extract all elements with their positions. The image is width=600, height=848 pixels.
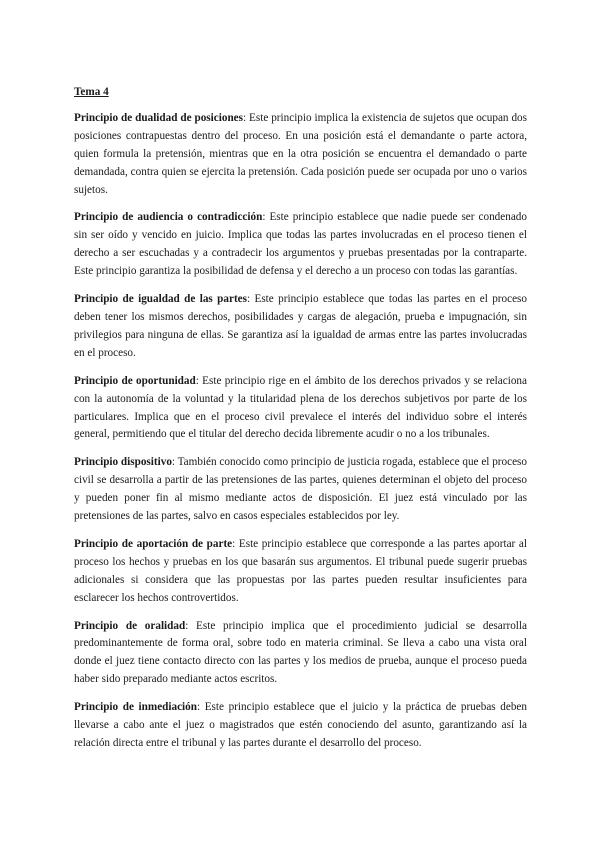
principle-term: Principio de inmediación: [74, 701, 197, 714]
principle-term: Principio de oralidad: [74, 619, 186, 632]
paragraph-dispositivo: [74, 454, 527, 526]
paragraph-oportunidad: [74, 373, 527, 445]
principle-term: Principio de audiencia o contradicción: [74, 211, 263, 224]
principle-text: : También conocido como principio de justicia rogada, establece que el proceso civil se desarrolla a partir de las pretensiones de las partes, quienes determinan el objeto del proceso y pueden poner fin al mismo mediante actos de disposición. El juez está vinculado por las pretensiones de las partes, salvo en casos especiales establecidos por ley.: [74, 456, 527, 523]
paragraph-dualidad: [74, 110, 527, 200]
principle-term: Principio de aportación de parte: [74, 537, 233, 550]
principle-term: Principio dispositivo: [74, 456, 172, 469]
principle-text: : Este principio establece que nadie puede ser condenado sin ser oído y vencido en juicio. Implica que todas las partes involucradas en el proceso tienen el derecho a ser escuchadas y a contradecir los argumentos y pruebas presentadas por la contraparte. Este principio garantiza la posibilidad de defensa y el derecho a un proceso con todas las garantías.: [74, 211, 527, 278]
paragraph-audiencia: [74, 209, 527, 281]
document-page: [74, 84, 527, 763]
principle-term: Principio de oportunidad: [74, 374, 196, 387]
paragraph-inmediacion: [74, 699, 527, 753]
paragraph-aportacion: [74, 536, 527, 608]
principle-term: Principio de dualidad de posiciones: [74, 111, 243, 124]
principle-term: Principio de igualdad de las partes: [74, 293, 247, 306]
paragraph-igualdad: [74, 291, 527, 363]
paragraph-oralidad: [74, 618, 527, 690]
principle-text: : Este principio implica la existencia de sujetos que ocupan dos posiciones contrapuestas dentro del proceso. En una posición está el demandante o parte actora, quien formula la pretensión, mientras que en la otra posición se encuentra el demandado o parte demandada, contra quien se ejercita la pretensión. Cada posición puede ser ocupada por uno o varios sujetos.: [74, 111, 527, 196]
principle-text: : Este principio establece que el juicio y la práctica de pruebas deben llevarse a cabo ante el juez o magistrados que estén conociendo del asunto, garantizando así la relación directa entre el tribunal y las partes durante el desarrollo del proceso.: [74, 701, 527, 749]
principle-text: : Este principio implica que el procedimiento judicial se desarrolla predominantemente de forma oral, sobre todo en materia criminal. Se lleva a cabo una vista oral donde el juez tiene contacto directo con las partes y los medios de prueba, aunque el proceso pueda haber sido preparado mediante actos escritos.: [74, 619, 527, 686]
document-title: Tema 4: [74, 86, 109, 98]
principle-text: : Este principio rige en el ámbito de los derechos privados y se relaciona con la autonomía de la voluntad y la titularidad plena de los derechos subjetivos por parte de los particulares. Implica que en el proceso civil prevalece el interés del individuo sobre el interés general, permitiendo que el titular del derecho decida libremente acudir o no a los tribunales.: [74, 374, 527, 441]
principle-text: : Este principio establece que todas las partes en el proceso deben tener los mismos derechos, posibilidades y cargas de alegación, prueba e impugnación, sin privilegios para ninguna de ellas. Se garantiza así la igualdad de armas entre las partes involucradas en el proceso.: [74, 293, 527, 359]
principle-text: : Este principio establece que corresponde a las partes aportar al proceso los hechos y pruebas en los que basarán sus argumentos. El tribunal puede sugerir pruebas adicionales si considera que las propuestas por las partes pueden resultar insuficientes para esclarecer los hechos controvertidos.: [74, 537, 528, 604]
